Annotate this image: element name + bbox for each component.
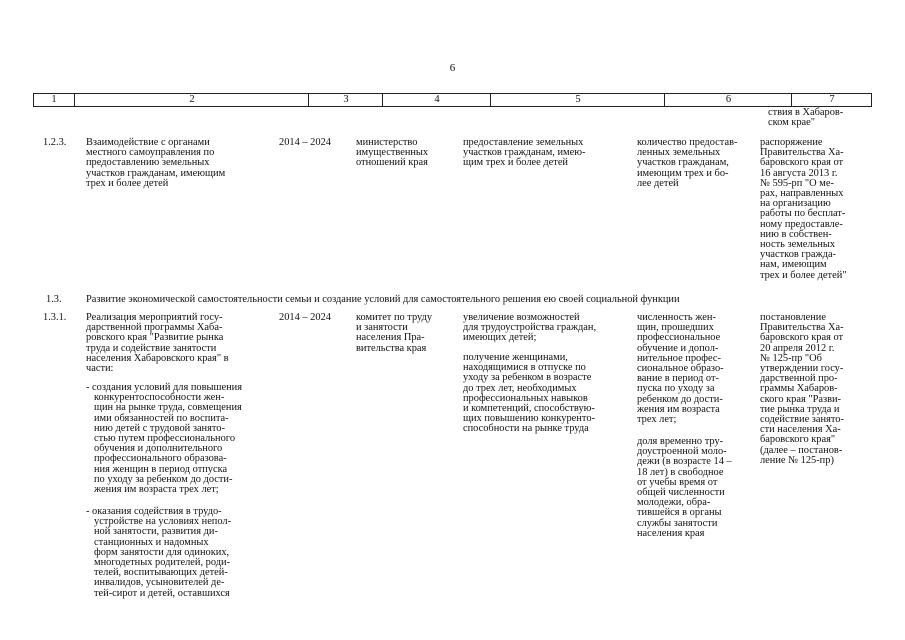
header-col-2: 2 — [74, 94, 309, 106]
header-col-6: 6 — [664, 94, 792, 106]
table-header-row — [33, 93, 872, 107]
expected-result: предоставление земельных участков гражданам, имею- щим трех и более детей — [463, 137, 586, 169]
row-number: 1.3.1. — [43, 312, 67, 323]
measure-name: Взаимодействие с органами местного самоуправления по предоставлению земельных участков гражданам, имеющим трех и более детей — [86, 137, 226, 189]
period: 2014 – 2024 — [279, 137, 331, 148]
measure-name: Реализация мероприятий госу- дарственной программы Хаба- ровского края "Развитие рынка труда и содействие занятости населения Хабаровского края" в части: — [86, 312, 229, 375]
header-col-1: 1 — [51, 94, 57, 105]
header-col-3: 3 — [308, 94, 383, 106]
row-number: 1.2.3. — [43, 137, 67, 148]
indicator: количество предостав- ленных земельных участков гражданам, имеющим трех и бо- лее детей — [637, 137, 738, 189]
measure-bullet: - создания условий для повышения конкурентоспособности жен- щин на рынке труда, совмещения ими обязанностей по воспита- нию детей с трудовой занято- стью путем профессионального обучения и дополнительного профессионального образова- ния женщин в период отпуска по уходу за ребенком до дости- жения им возраста трех лет; — [86, 382, 242, 496]
indicator: доля временно тру- доустроенной моло- дежи (в возрасте 14 – 18 лет) в свободное от учебы время от общей численности молодежи, обра- тившейся в органы службы занятости населения края — [637, 436, 732, 539]
executor: министерство имущественных отношений края — [356, 137, 429, 169]
period: 2014 – 2024 — [279, 312, 331, 323]
carry-over-basis: ствия в Хабаров- ском крае" — [768, 107, 844, 129]
measure-bullet: - оказания содействия в трудо- устройстве на условиях непол- ной занятости, развития ди- станционных и надомных форм занятости для одиноких, многодетных родителей, роди- телей, воспитывающих детей- инвалидов, усыновителей де- тей-сирот и детей, оставшихся — [86, 506, 232, 599]
header-col-5: 5 — [490, 94, 665, 106]
executor: комитет по труду и занятости населения Пра- вительства края — [356, 312, 433, 354]
header-col-7: 7 — [791, 94, 872, 106]
header-col-4: 4 — [382, 94, 491, 106]
expected-result: получение женщинами, находящимися в отпуске по уходу за ребенком в возрасте до трех лет, необходимых профессиональных навыков и компетенций, способствую- щих повышению конкурентo- способности на рынке труда — [463, 352, 596, 435]
legal-basis: распоряжение Правительства Ха- баровского края от 16 августа 2013 г. № 595-рп "О ме- рах, направленных на организацию работы по бесплат- ному предоставле- нию в собствен- ность земельных участков гражда- нам, имеющим трех и более детей" — [760, 137, 847, 281]
legal-basis: постановление Правительства Ха- баровского края от 20 апреля 2012 г. № 125-пр "Об утверждении госу- дарственной про- граммы Хабаров- ского края "Разви- тие рынка труда и содействие занято- сти населения Ха- баровского края" (далее – постанов- ление № 125-пр) — [760, 312, 844, 466]
section-title: Развитие экономической самостоятельности семьи и создание условий для самостоятельного решения ею своей социальной функции — [86, 294, 680, 305]
indicator: численность жен- щин, прошедших профессиональное обучение и допол- нительное профес- сиональное образо- вание в период от- пуска по уходу за ребенком до дости- жения им возраста трех лет; — [637, 312, 724, 426]
page-number: 6 — [449, 62, 456, 74]
expected-result: увеличение возможностей для трудоустройства граждан, имеющих детей; — [463, 312, 597, 344]
row-number: 1.3. — [46, 294, 62, 305]
